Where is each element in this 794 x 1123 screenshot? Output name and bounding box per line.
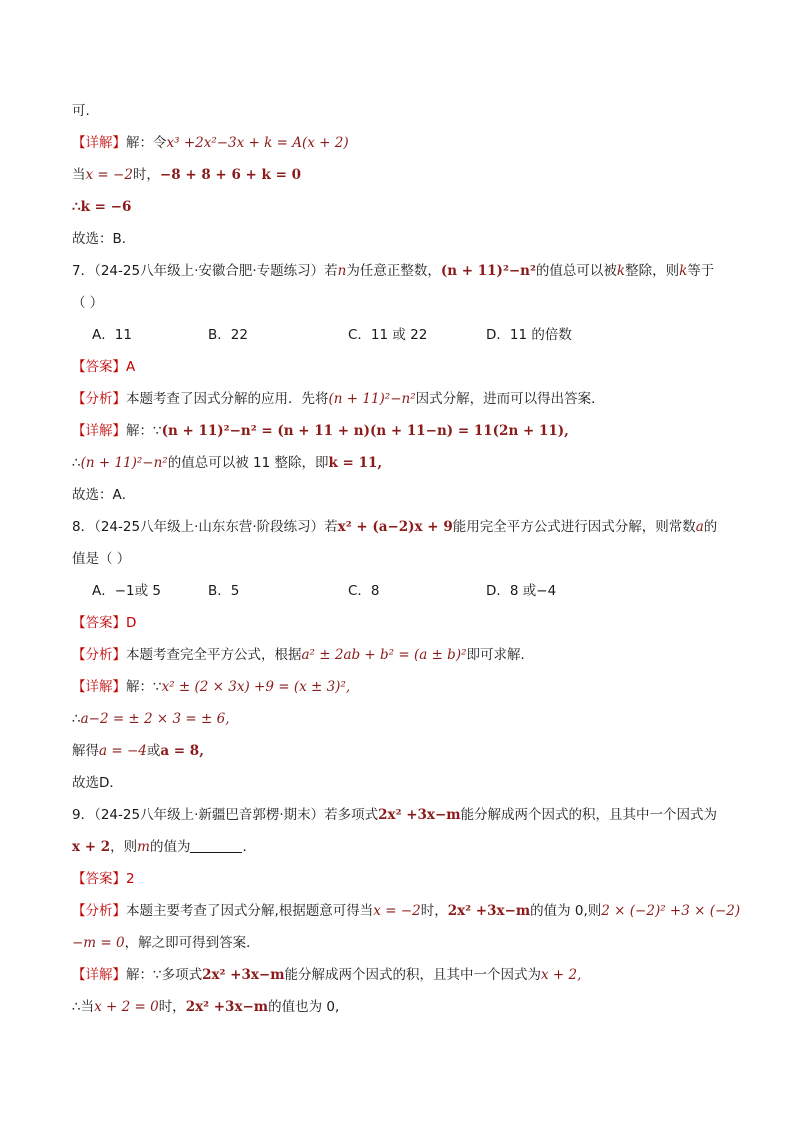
question-7-blank: （ ） — [72, 295, 104, 311]
question-9: 9．（24-25八年级上·新疆巴音郭楞·期末）若多项式2x² +3x−m能分解成两个因式的积，且其中一个因式为 — [72, 807, 718, 823]
detail-line: 【详解】解：∵多项式2x² +3x−m能分解成两个因式的积，且其中一个因式为x + 2, — [72, 967, 582, 983]
answer-line — [72, 869, 724, 889]
math-expr: 2 × (−2)² +3 × (−2) — [601, 903, 741, 919]
math-expr: a = 8, — [160, 743, 204, 759]
option-c: C．11 或 22 — [348, 327, 428, 343]
analysis-tag: 【分析】 — [72, 903, 126, 919]
question-8-blank: 值是（ ） — [72, 551, 131, 567]
question-8: 8．（24-25八年级上·山东东营·阶段练习）若x² + (a−2)x + 9能用完全平方公式进行因式分解，则常数a的 — [72, 519, 718, 535]
math-expr: (n + 11)²−n² — [440, 263, 536, 279]
text-line: ∴(n + 11)²−n²的值总可以被 11 整除，即k = 11, — [72, 455, 383, 471]
question-7: 7．（24-25八年级上·安徽合肥·专题练习）若n为任意正整数，(n + 11)²−n²的值总可以被k整除，则k等于 — [72, 263, 715, 279]
detail-tag: 【详解】 — [72, 679, 126, 695]
detail-tag: 【详解】 — [72, 967, 126, 983]
text-line: 解得a = −4或a = 8, — [72, 743, 204, 759]
math-expr: −m = 0 — [72, 935, 125, 951]
math-expr: (n + 11)²−n² — [80, 455, 168, 471]
detail-tag: 【详解】 — [72, 135, 126, 151]
detail-line: 【详解】解：∵(n + 11)²−n² = (n + 11 + n)(n + 11−n) = 11(2n + 11), — [72, 423, 569, 439]
math-expr: x = −2 — [373, 903, 421, 919]
math-expr: x³ +2x²−3x + k = A(x + 2) — [166, 135, 349, 151]
math-expr: x + 2, — [541, 967, 582, 983]
answer-value: 2 — [126, 871, 135, 887]
analysis-line-2: −m = 0，解之即可得到答案． — [72, 935, 260, 951]
analysis-tag: 【分析】 — [72, 391, 126, 407]
option-a: A．−1或 5 — [92, 583, 162, 599]
analysis-tag: 【分析】 — [72, 647, 126, 663]
text-line: ∴当x + 2 = 0时，2x² +3x−m的值也为 0, — [72, 999, 340, 1015]
math-expr: a = −4 — [99, 743, 147, 759]
option-b: B．22 — [208, 327, 248, 343]
option-d: D．8 或−4 — [486, 583, 557, 599]
math-expr: 2x² +3x−m — [202, 967, 285, 983]
detail-line: 【详解】解：∵x² ± (2 × 3x) +9 = (x ± 3)², — [72, 679, 351, 695]
option-c: C．8 — [348, 583, 380, 599]
answer-value: A — [126, 359, 136, 375]
text-line: ∴a−2 = ± 2 × 3 = ± 6, — [72, 711, 230, 727]
option-a: A．11 — [92, 327, 132, 343]
answer-line — [72, 613, 724, 633]
math-expr: a−2 = ± 2 × 3 = ± 6, — [80, 711, 230, 727]
math-expr: x + 2 = 0 — [94, 999, 159, 1015]
answer-tag: 【答案】 — [72, 359, 126, 375]
text-line — [72, 197, 724, 217]
option-b: B．5 — [208, 583, 240, 599]
math-expr: (n + 11)²−n² — [328, 391, 416, 407]
math-expr: 2x² +3x−m — [447, 903, 531, 919]
text-line: 故选：A． — [72, 487, 136, 503]
math-expr: x² ± (2 × 3x) +9 = (x ± 3)², — [161, 679, 351, 695]
answer-tag: 【答案】 — [72, 615, 126, 631]
detail-tag: 【详解】 — [72, 423, 126, 439]
math-expr: 2x² +3x−m — [185, 999, 269, 1015]
math-expr: −8 + 8 + 6 + k = 0 — [159, 167, 302, 183]
answer-line — [72, 357, 724, 377]
math-expr: x² + (a−2)x + 9 — [337, 519, 453, 535]
analysis-line: 【分析】本题考查了因式分解的应用．先将(n + 11)²−n²因式分解，进而可以得出答案． — [72, 391, 605, 407]
math-expr: ∴k = −6 — [72, 199, 132, 215]
text-line: 当x = −2时，−8 + 8 + 6 + k = 0 — [72, 167, 302, 183]
math-expr: k = 11, — [328, 455, 383, 471]
math-expr: x + 2 — [72, 839, 111, 855]
option-d: D．11 的倍数 — [486, 327, 572, 343]
answer-blank — [190, 838, 242, 853]
math-expr: 2x² +3x−m — [378, 807, 461, 823]
answer-value: D — [126, 615, 137, 631]
math-expr: (n + 11)²−n² = (n + 11 + n)(n + 11−n) = 11(2n + 11), — [161, 423, 569, 439]
math-expr: x = −2 — [85, 167, 133, 183]
text-line: 故选：B． — [72, 231, 136, 247]
detail-line: 【详解】解：令x³ +2x²−3x + k = A(x + 2) — [72, 135, 349, 151]
analysis-line: 【分析】本题主要考查了因式分解,根据题意可得当x = −2时，2x² +3x−m的值为 0,则2 × (−2)² +3 × (−2) — [72, 903, 741, 919]
question-9-line2: x + 2，则m的值为 ． — [72, 839, 256, 855]
text-line: 可． — [72, 103, 99, 119]
answer-tag: 【答案】 — [72, 871, 126, 887]
text-line: 故选D． — [72, 775, 123, 791]
math-expr: a² ± 2ab + b² = (a ± b)² — [301, 647, 467, 663]
analysis-line: 【分析】本题考查完全平方公式，根据a² ± 2ab + b² = (a ± b)²即可求解． — [72, 647, 535, 663]
